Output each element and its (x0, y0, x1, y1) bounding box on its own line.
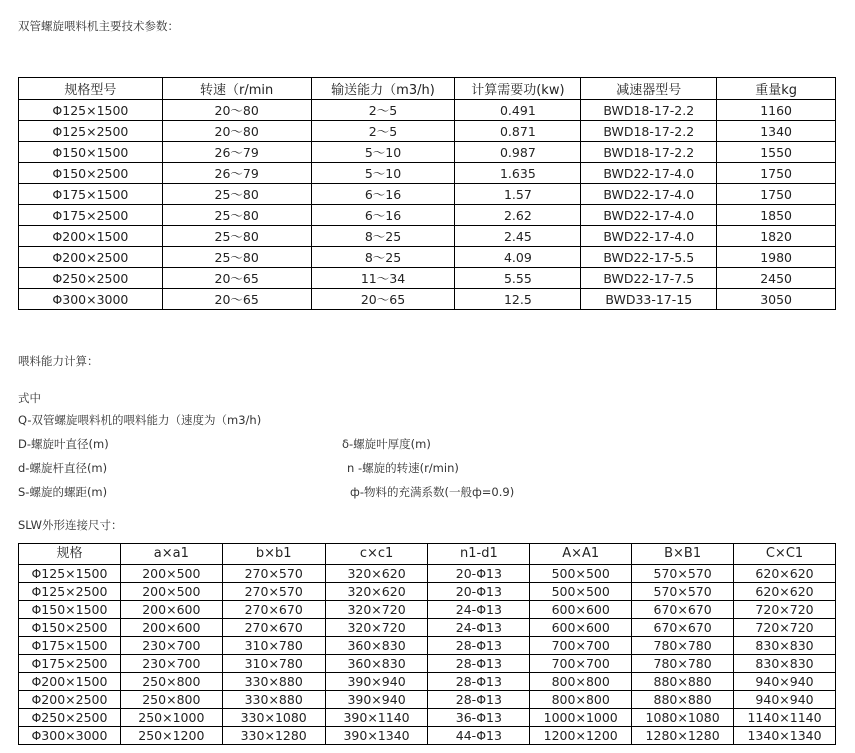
slw-title: SLW外形连接尺寸： (18, 518, 123, 532)
table-cell: BWD22-17-4.0 (581, 163, 717, 184)
table-row (19, 163, 836, 184)
table-cell: 700×700 (530, 637, 632, 655)
slw-table-header-row (19, 544, 836, 565)
table-cell: 200×600 (120, 601, 222, 619)
tech-params-table (18, 77, 836, 310)
header-cell: 计算需要功(kw) (455, 78, 581, 100)
table-row (19, 268, 836, 289)
header-cell: c×c1 (325, 544, 428, 565)
table-row (19, 289, 836, 310)
header-cell: 重量kg (717, 78, 836, 100)
table-cell: BWD22-17-7.5 (581, 268, 717, 289)
table-cell: 320×620 (325, 565, 428, 583)
table-cell: BWD22-17-4.0 (581, 205, 717, 226)
table-cell: 5～10 (311, 163, 455, 184)
table-cell: 25～80 (162, 184, 311, 205)
table-cell: 780×780 (632, 655, 734, 673)
table-cell: 880×880 (632, 691, 734, 709)
table-cell: 270×570 (222, 565, 325, 583)
table-cell: 25～80 (162, 205, 311, 226)
table-cell: 250×800 (120, 691, 222, 709)
table-cell: 20-Φ13 (428, 565, 530, 583)
table-row (19, 142, 836, 163)
table-cell: 44-Φ13 (428, 727, 530, 745)
table-cell: 1340 (717, 121, 836, 142)
table-cell: 0.871 (455, 121, 581, 142)
table-cell: 36-Φ13 (428, 709, 530, 727)
table-cell: 20～65 (162, 289, 311, 310)
table-cell: 1750 (717, 184, 836, 205)
table-cell: 390×940 (325, 691, 428, 709)
table-cell: Φ300×3000 (19, 289, 163, 310)
table-cell: Φ175×2500 (19, 205, 163, 226)
header-cell: b×b1 (222, 544, 325, 565)
table-cell: 24-Φ13 (428, 601, 530, 619)
d-definition: D-螺旋叶直径(m) (18, 437, 109, 451)
table-cell: 230×700 (120, 637, 222, 655)
header-cell: C×C1 (734, 544, 836, 565)
table-cell: 880×880 (632, 673, 734, 691)
table-cell: 1280×1280 (632, 727, 734, 745)
table-cell: Φ300×3000 (19, 727, 121, 745)
table-cell: 320×720 (325, 601, 428, 619)
table-cell: 830×830 (734, 655, 836, 673)
table-cell: 800×800 (530, 673, 632, 691)
table-row (19, 691, 836, 709)
table-cell: 310×780 (222, 637, 325, 655)
table-row (19, 655, 836, 673)
table-cell: BWD22-17-4.0 (581, 184, 717, 205)
table-cell: 270×670 (222, 601, 325, 619)
table-row (19, 226, 836, 247)
table-cell: Φ200×2500 (19, 247, 163, 268)
table-cell: 2.45 (455, 226, 581, 247)
table-cell: 1.635 (455, 163, 581, 184)
table-cell: 310×780 (222, 655, 325, 673)
table-cell: 390×1140 (325, 709, 428, 727)
table-cell: 780×780 (632, 637, 734, 655)
table-cell: 360×830 (325, 637, 428, 655)
table-cell: 25～80 (162, 247, 311, 268)
table-cell: Φ250×2500 (19, 268, 163, 289)
table-cell: 700×700 (530, 655, 632, 673)
table-cell: 620×620 (734, 565, 836, 583)
table-cell: 12.5 (455, 289, 581, 310)
phi-definition: ф-物料的充满系数(一般ф=0.9) (350, 485, 515, 499)
capacity-title: 喂料能力计算： (18, 354, 99, 368)
table-cell: 320×620 (325, 583, 428, 601)
table-cell: Φ200×2500 (19, 691, 121, 709)
table-cell: 24-Φ13 (428, 619, 530, 637)
table-cell: 940×940 (734, 691, 836, 709)
table-cell: 330×1080 (222, 709, 325, 727)
table-cell: 1200×1200 (530, 727, 632, 745)
table-cell: BWD22-17-5.5 (581, 247, 717, 268)
header-cell: B×B1 (632, 544, 734, 565)
table-row (19, 100, 836, 121)
table-cell: 20～80 (162, 100, 311, 121)
table-cell: 500×500 (530, 583, 632, 601)
table-cell: BWD18-17-2.2 (581, 121, 717, 142)
table-cell: Φ200×1500 (19, 226, 163, 247)
table-cell: 2～5 (311, 100, 455, 121)
table-row (19, 709, 836, 727)
table-cell: 1750 (717, 163, 836, 184)
table-cell: 1140×1140 (734, 709, 836, 727)
table-cell: 1550 (717, 142, 836, 163)
table-row (19, 673, 836, 691)
tech-table-header-row (19, 78, 836, 100)
delta-definition: δ-螺旋叶厚度(m) (342, 437, 431, 451)
table-cell: Φ250×2500 (19, 709, 121, 727)
table-cell: Φ125×2500 (19, 121, 163, 142)
table-cell: 28-Φ13 (428, 691, 530, 709)
table-cell: 20-Φ13 (428, 583, 530, 601)
header-cell: 规格型号 (19, 78, 163, 100)
table-cell: 5～10 (311, 142, 455, 163)
table-cell: Φ175×1500 (19, 637, 121, 655)
table-cell: 250×1000 (120, 709, 222, 727)
table-cell: 1080×1080 (632, 709, 734, 727)
header-cell: A×A1 (530, 544, 632, 565)
table-cell: 570×570 (632, 565, 734, 583)
table-cell: 720×720 (734, 619, 836, 637)
table-cell: Φ150×1500 (19, 601, 121, 619)
table-cell: 8～25 (311, 247, 455, 268)
table-cell: 1.57 (455, 184, 581, 205)
table-row (19, 205, 836, 226)
header-cell: 减速器型号 (581, 78, 717, 100)
table-cell: 620×620 (734, 583, 836, 601)
q-definition: Q-双管螺旋喂料机的喂料能力（速度为（m3/h) (18, 413, 262, 427)
table-cell: 330×1280 (222, 727, 325, 745)
table-cell: 830×830 (734, 637, 836, 655)
table-cell: Φ125×2500 (19, 583, 121, 601)
table-cell: 1160 (717, 100, 836, 121)
table-cell: 250×1200 (120, 727, 222, 745)
table-cell: 20～80 (162, 121, 311, 142)
table-cell: 270×670 (222, 619, 325, 637)
table-cell: Φ150×2500 (19, 619, 121, 637)
table-cell: 500×500 (530, 565, 632, 583)
n-definition: n -螺旋的转速(r/min) (347, 461, 459, 475)
table-cell: Φ125×1500 (19, 565, 121, 583)
table-row (19, 565, 836, 583)
header-cell: a×a1 (120, 544, 222, 565)
table-cell: 1980 (717, 247, 836, 268)
table-cell: 11～34 (311, 268, 455, 289)
table-cell: 800×800 (530, 691, 632, 709)
table-cell: 670×670 (632, 601, 734, 619)
table-cell: 26～79 (162, 142, 311, 163)
table-cell: 2450 (717, 268, 836, 289)
dsmall-definition: d-螺旋杆直径(m) (18, 461, 108, 475)
table-cell: 5.55 (455, 268, 581, 289)
table-cell: Φ150×1500 (19, 142, 163, 163)
intro-text: 双管螺旋喂料机主要技术参数： (18, 19, 179, 33)
header-cell: 转速（r/min (162, 78, 311, 100)
table-cell: 28-Φ13 (428, 637, 530, 655)
table-cell: 3050 (717, 289, 836, 310)
table-cell: 940×940 (734, 673, 836, 691)
table-cell: Φ175×1500 (19, 184, 163, 205)
table-cell: 330×880 (222, 673, 325, 691)
table-cell: 230×700 (120, 655, 222, 673)
header-cell: n1-d1 (428, 544, 530, 565)
slw-dimensions-table (18, 543, 836, 745)
table-cell: 26～79 (162, 163, 311, 184)
table-cell: Φ150×2500 (19, 163, 163, 184)
table-cell: 8～25 (311, 226, 455, 247)
table-cell: 1000×1000 (530, 709, 632, 727)
table-cell: 360×830 (325, 655, 428, 673)
table-cell: 20～65 (311, 289, 455, 310)
table-cell: 1340×1340 (734, 727, 836, 745)
table-cell: 600×600 (530, 601, 632, 619)
s-definition: S-螺旋的螺距(m) (18, 485, 108, 499)
table-cell: 4.09 (455, 247, 581, 268)
formula-label: 式中 (18, 391, 41, 405)
table-cell: 200×500 (120, 565, 222, 583)
table-cell: 0.987 (455, 142, 581, 163)
table-cell: 600×600 (530, 619, 632, 637)
table-cell: 6～16 (311, 205, 455, 226)
table-cell: 320×720 (325, 619, 428, 637)
table-cell: 28-Φ13 (428, 673, 530, 691)
table-row (19, 601, 836, 619)
table-row (19, 637, 836, 655)
table-cell: 330×880 (222, 691, 325, 709)
table-cell: 1820 (717, 226, 836, 247)
table-cell: 570×570 (632, 583, 734, 601)
table-row (19, 121, 836, 142)
table-cell: 390×1340 (325, 727, 428, 745)
table-cell: 2～5 (311, 121, 455, 142)
table-cell: 25～80 (162, 226, 311, 247)
table-cell: 20～65 (162, 268, 311, 289)
table-row (19, 583, 836, 601)
table-cell: BWD22-17-4.0 (581, 226, 717, 247)
table-cell: 670×670 (632, 619, 734, 637)
table-cell: BWD18-17-2.2 (581, 100, 717, 121)
table-cell: 250×800 (120, 673, 222, 691)
table-cell: 390×940 (325, 673, 428, 691)
table-cell: 270×570 (222, 583, 325, 601)
table-row (19, 727, 836, 745)
table-cell: 28-Φ13 (428, 655, 530, 673)
table-cell: 200×600 (120, 619, 222, 637)
table-cell: Φ125×1500 (19, 100, 163, 121)
table-cell: BWD18-17-2.2 (581, 142, 717, 163)
header-cell: 规格 (19, 544, 121, 565)
table-cell: 0.491 (455, 100, 581, 121)
table-cell: Φ175×2500 (19, 655, 121, 673)
table-cell: 6～16 (311, 184, 455, 205)
table-cell: 200×500 (120, 583, 222, 601)
table-cell: 2.62 (455, 205, 581, 226)
table-cell: 720×720 (734, 601, 836, 619)
table-cell: 1850 (717, 205, 836, 226)
table-cell: BWD33-17-15 (581, 289, 717, 310)
table-row (19, 619, 836, 637)
table-row (19, 247, 836, 268)
table-row (19, 184, 836, 205)
table-cell: Φ200×1500 (19, 673, 121, 691)
header-cell: 输送能力（m3/h) (311, 78, 455, 100)
